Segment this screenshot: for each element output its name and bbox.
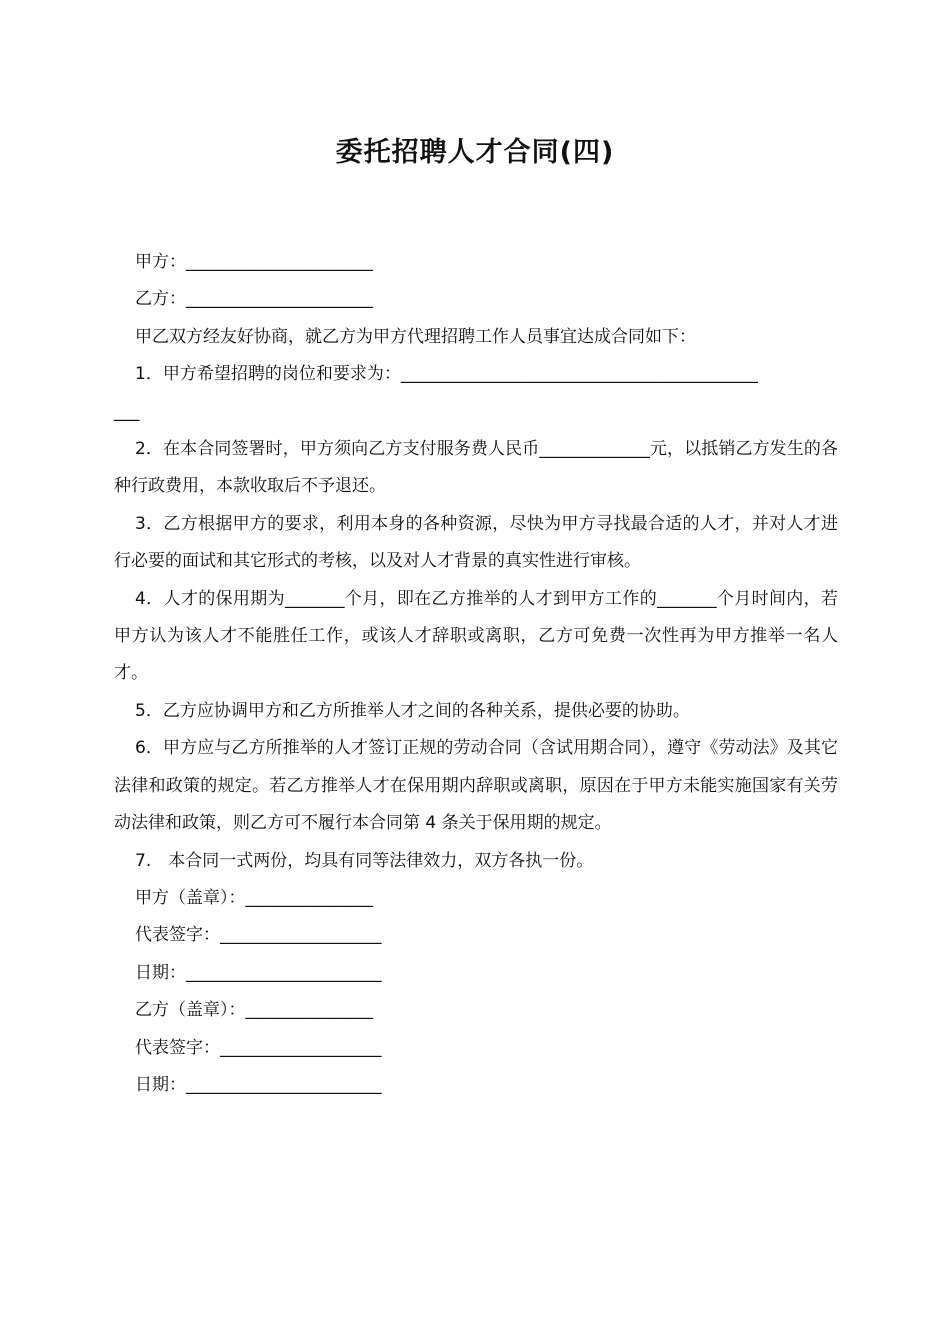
party-a-seal-line: 甲方（盖章）：_______________: [135, 887, 373, 908]
party-b-date-line: 日期：_______________________: [135, 1074, 382, 1095]
clause-5: 5．乙方应协调甲方和乙方所推举人才之间的各种关系，提供必要的协助。: [135, 700, 690, 721]
clause-1-continuation: ___: [114, 401, 140, 422]
party-b-line: 乙方：______________________: [135, 289, 373, 310]
clause-3: 3．乙方根据甲方的要求，利用本身的各种资源，尽快为甲方寻找最合适的人才，并对人才进行必要的面试和其它形式的考核，以及对人才背景的真实性进行审核。: [114, 513, 838, 572]
party-a-representative-line: 代表签字：___________________: [135, 925, 382, 946]
clause-7: 7. 本合同一式两份，均具有同等法律效力，双方各执一份。: [135, 850, 594, 871]
document-title: 委托招聘人才合同(四): [335, 137, 615, 168]
clause-4: 4．人才的保用期为_______个月，即在乙方推举的人才到甲方工作的_______个月时间内，若甲方认为该人才不能胜任工作，或该人才辞职或离职，乙方可免费一次性再为甲方推举一名人才。: [114, 588, 838, 684]
contract-body: [114, 244, 838, 1104]
intro-paragraph: 甲乙双方经友好协商，就乙方为甲方代理招聘工作人员事宜达成合同如下：: [135, 326, 696, 347]
party-a-date-line: 日期：_______________________: [135, 962, 382, 983]
clause-1: 1．甲方希望招聘的岗位和要求为：__________________________________________: [135, 364, 758, 385]
party-b-seal-line: 乙方（盖章）：_______________: [135, 1000, 373, 1021]
clause-6: 6．甲方应与乙方所推举的人才签订正规的劳动合同（含试用期合同），遵守《劳动法》及其它法律和政策的规定。若乙方推举人才在保用期内辞职或离职，原因在于甲方未能实施国家有关劳动法律和政策，则乙方可不履行本合同第 4 条关于保用期的规定。: [114, 738, 838, 834]
clause-2: 2．在本合同签署时，甲方须向乙方支付服务费人民币_____________元，以抵销乙方发生的各种行政费用，本款收取后不予退还。: [114, 439, 838, 497]
party-a-line: 甲方：______________________: [135, 252, 373, 272]
party-b-representative-line: 代表签字：___________________: [135, 1037, 382, 1058]
